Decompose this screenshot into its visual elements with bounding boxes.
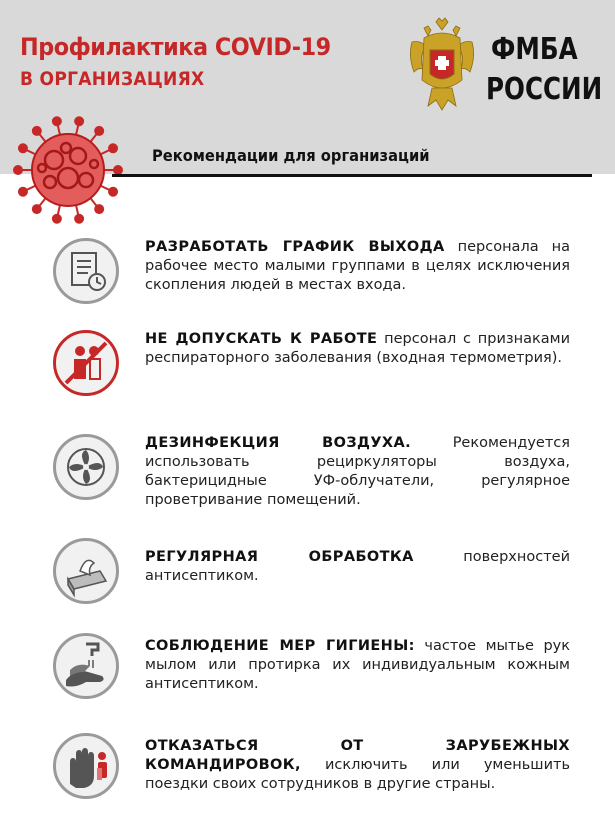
recommendation-text [145,434,570,510]
virus-spike-tip [19,144,27,152]
page-title: Профилактика COVID-19 [20,33,331,61]
recommendation-bold: РАЗРАБОТАТЬ ГРАФИК ВЫХОДА [145,239,445,255]
heading-rule [112,174,592,177]
virus-spike-tip [53,117,61,125]
section-heading: Рекомендации для организаций [152,146,430,165]
recommendation-text [145,548,570,586]
recommendation-body: персонал с признаками респираторного заболевания (входная термометрия). [145,331,570,366]
hand-washing-icon [53,633,119,699]
virus-spike-tip [114,166,122,174]
virus-spike-tip [75,117,83,125]
recommendation-body: исключить или уменьшить поездки своих сотрудников в другие страны. [145,757,570,792]
virus-spike-tip [14,166,22,174]
recommendation-bold: ДЕЗИНФЕКЦИЯ ВОЗДУХА. [145,435,412,451]
schedule-clipboard-icon [53,238,119,304]
virus-spike-tip [95,127,103,135]
virus-spike-tip [19,188,27,196]
virus-spike-tip [33,205,41,213]
virus-spike-tip [109,188,117,196]
recommendation-bold: ОТКАЗАТЬСЯ ОТ ЗАРУБЕЖНЫХ КОМАНДИРОВОК, [145,738,570,773]
recommendation-text [145,238,570,295]
recommendation-bold: НЕ ДОПУСКАТЬ К РАБОТЕ [145,331,378,347]
recommendation-body: частое мытье рук мылом или протирка их индивидуальным кожным антисептиком. [145,638,571,692]
antiseptic-wipes-icon [53,538,119,604]
recommendation-text [145,330,570,368]
fan-icon [53,434,119,500]
org-line-russia: РОССИИ [486,72,603,107]
no-sick-workers-icon [53,330,119,396]
coronavirus-icon [10,112,126,228]
recommendation-body: персонала на рабочее место малыми группами в целях исключения скопления людей в местах входа. [145,239,570,293]
recommendation-body: Рекомендуется использовать рециркуляторы воздуха, бактерицидные УФ-облучатели, регулярное проветривание помещений. [145,435,570,508]
virus-spike-tip [95,205,103,213]
org-line-fmba: ФМБА [491,32,578,67]
double-headed-eagle-emblem-icon [404,16,480,112]
recommendation-bold: РЕГУЛЯРНАЯ ОБРАБОТКА [145,549,414,565]
virus-spike-tip [53,215,61,223]
recommendation-text [145,637,570,694]
recommendation-text [145,737,570,794]
virus-spike-tip [109,144,117,152]
stop-travel-icon [53,733,119,799]
virus-spike-tip [33,127,41,135]
recommendation-bold: СОБЛЮДЕНИЕ МЕР ГИГИЕНЫ: [145,638,415,654]
recommendation-body: поверхностей антисептиком. [145,549,570,584]
page-subtitle: В ОРГАНИЗАЦИЯХ [20,68,205,90]
virus-spike-tip [75,215,83,223]
organization-name [486,30,603,110]
